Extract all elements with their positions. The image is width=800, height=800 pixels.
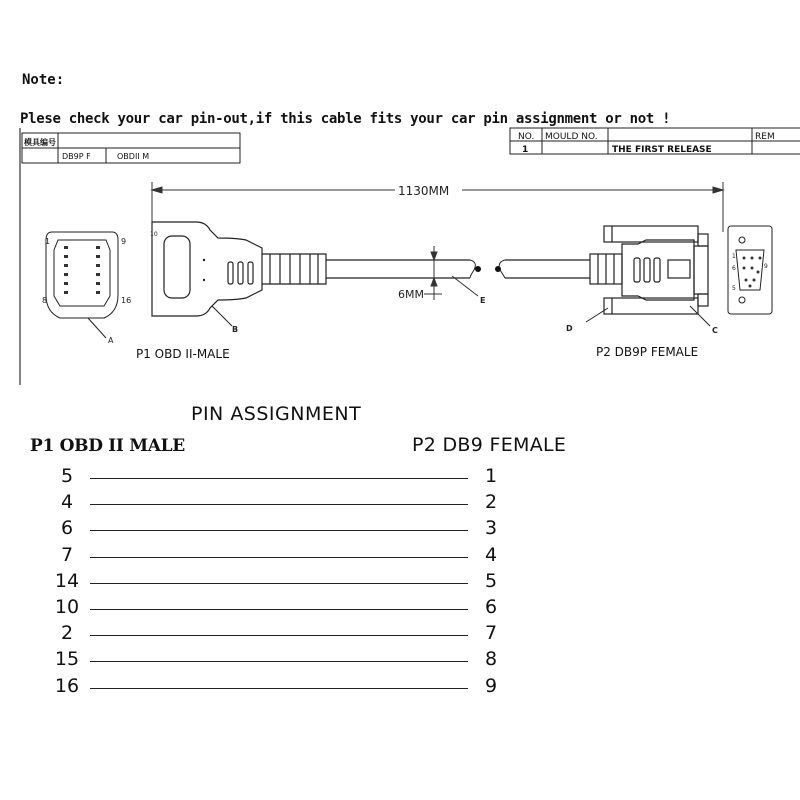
obd-pin-number: 4 xyxy=(60,491,74,514)
title-block-cell-obd: OBDII M xyxy=(117,152,150,161)
obd-pin-9-label: 9 xyxy=(121,237,127,246)
pin-assignment-title: PIN ASSIGNMENT xyxy=(191,403,362,425)
db9-pin-1-label: 1 xyxy=(732,253,736,260)
obd-pin-number: 2 xyxy=(60,622,74,645)
pin-connection-line xyxy=(90,688,468,689)
callout-c: C xyxy=(712,326,718,335)
note-title: Note: xyxy=(22,72,65,88)
obd-plug-side-view xyxy=(152,222,470,316)
title-block-row-text: THE FIRST RELEASE xyxy=(612,145,712,155)
pin-connection-line xyxy=(90,530,468,531)
db9-pin-number: 7 xyxy=(485,622,498,645)
pin-connection-line xyxy=(90,504,468,505)
title-block-row-no: 1 xyxy=(522,145,529,155)
db9-pin-number: 6 xyxy=(485,596,498,618)
db9-pin-9-label: 9 xyxy=(764,263,768,270)
note-text: Plese check your car pin-out,if this cable fits your car pin assignment or not ! xyxy=(20,111,671,127)
pin-connection-line xyxy=(90,635,468,636)
obd-pin-16-label: 16 xyxy=(121,296,132,305)
db9-pin-number: 4 xyxy=(485,543,498,566)
p2-header: P2 DB9 FEMALE xyxy=(412,434,567,456)
obd-pin-number: 15 xyxy=(54,648,80,671)
callout-e: E xyxy=(480,296,486,305)
callout-a: A xyxy=(108,336,114,345)
db9-pin-number: 5 xyxy=(485,569,498,592)
db9-pin-number: 2 xyxy=(485,491,498,514)
obd-pin-number: 16 xyxy=(54,674,80,697)
obd-pin-8-label: 8 xyxy=(42,296,48,305)
callout-d: D xyxy=(566,324,573,333)
db9-side-view xyxy=(505,226,708,314)
db9-pins xyxy=(743,257,762,288)
obd-pin-number: 7 xyxy=(60,543,74,566)
obd-pins xyxy=(64,246,100,294)
obd-face-view xyxy=(46,232,118,318)
title-block-cell-db9: DB9P F xyxy=(62,152,91,161)
title-block-col-rem: REM xyxy=(755,132,775,142)
p2-connector-label: P2 DB9P FEMALE xyxy=(596,345,699,359)
db9-pin-number: 8 xyxy=(485,648,498,671)
title-block-header: 模具编号 xyxy=(24,138,56,147)
title-block-col-no: NO. xyxy=(518,132,535,142)
p1-header: P1 OBD II MALE xyxy=(30,436,185,456)
db9-pin-number: 3 xyxy=(485,517,498,540)
obd-pin-number: 14 xyxy=(54,569,80,592)
diameter-label: 6MM xyxy=(398,288,424,301)
pin-connection-line xyxy=(90,557,468,558)
pin-connection-line xyxy=(90,583,468,584)
callout-b: B xyxy=(232,325,239,334)
title-block-col-mould: MOULD NO. xyxy=(545,132,598,142)
obd-pin-number: 10 xyxy=(54,596,80,618)
db9-pin-number: 1 xyxy=(485,465,498,487)
pin-connection-line xyxy=(90,661,468,662)
obd-pin-number: 5 xyxy=(60,465,74,487)
obd-pin-number: 6 xyxy=(60,517,74,540)
pin-connection-line xyxy=(90,478,468,479)
db9-pin-6-label: 6 xyxy=(732,265,736,272)
db9-pin-5-label: 5 xyxy=(732,285,736,292)
pin-connection-line xyxy=(90,609,468,610)
obd-pin-1-label: 1 xyxy=(45,237,51,246)
p1-connector-label: P1 OBD II-MALE xyxy=(136,347,230,361)
length-label: 1130MM xyxy=(398,184,450,198)
plug-pin-10-label: 10 xyxy=(150,231,158,238)
db9-pin-number: 9 xyxy=(485,674,498,697)
diameter-dimension xyxy=(424,246,478,300)
